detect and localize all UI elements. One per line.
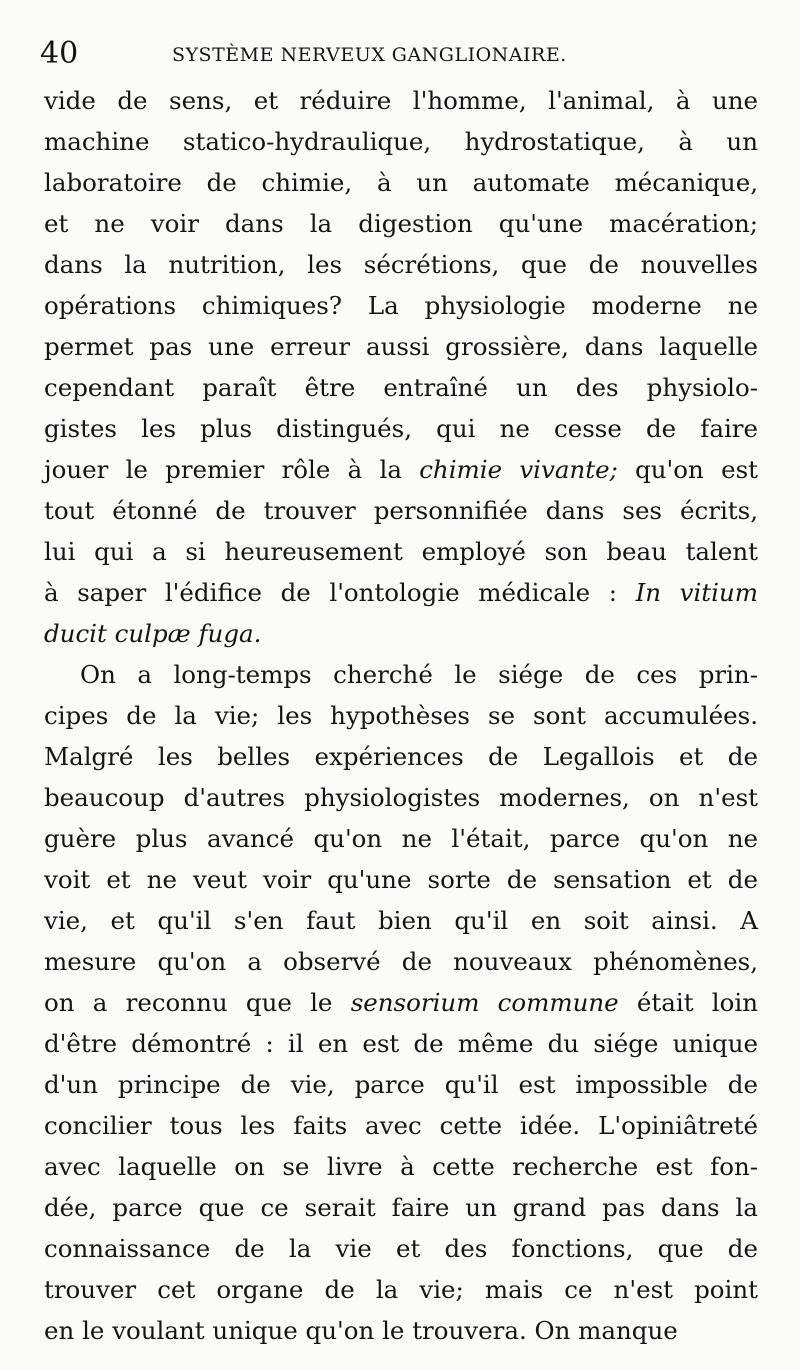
text-segment: lui qui a si heureusement employé son beau talent: [44, 537, 758, 566]
italic-text: ducit culpæ fuga.: [44, 619, 262, 648]
text-line: [44, 408, 758, 449]
text-line: [44, 818, 758, 859]
italic-text: In vitium: [635, 578, 758, 607]
italic-text: chimie vivante;: [419, 455, 618, 484]
text-segment: dée, parce que ce serait faire un grand pas dans la: [44, 1193, 758, 1222]
text-line: [44, 367, 758, 408]
text-line: [44, 654, 758, 695]
text-line: [44, 900, 758, 941]
text-line: [44, 1023, 758, 1064]
text-line: [44, 1187, 758, 1228]
body-text: [44, 80, 758, 1351]
text-line: [44, 285, 758, 326]
text-line: [44, 736, 758, 777]
text-segment: à saper l'édifice de l'ontologie médicale :: [44, 578, 636, 607]
text-segment: Malgré les belles expériences de Legallois et de: [44, 742, 758, 771]
text-line: [44, 572, 758, 613]
text-segment: était loin: [618, 988, 758, 1017]
italic-text: sensorium commune: [350, 988, 619, 1017]
text-line: [44, 203, 758, 244]
text-line: [44, 1146, 758, 1187]
text-line: [44, 941, 758, 982]
text-segment: et ne voir dans la digestion qu'une macération;: [44, 209, 758, 238]
text-line: [44, 613, 758, 654]
text-segment: dans la nutrition, les sécrétions, que de nouvelles: [44, 250, 758, 279]
paragraph: [44, 80, 758, 654]
text-segment: tout étonné de trouver personnifiée dans ses écrits,: [44, 496, 758, 525]
text-segment: mesure qu'on a observé de nouveaux phénomènes,: [44, 947, 758, 976]
text-segment: On a long-temps cherché le siége de ces prin-: [80, 660, 758, 689]
text-segment: d'un principe de vie, parce qu'il est impossible de: [44, 1070, 758, 1099]
text-line: [44, 982, 758, 1023]
text-line: [44, 531, 758, 572]
text-line: [44, 695, 758, 736]
text-segment: machine statico-hydraulique, hydrostatique, à un: [44, 127, 758, 156]
text-segment: d'être démontré : il en est de même du siége unique: [44, 1029, 758, 1058]
text-line: [44, 1310, 758, 1351]
text-segment: cependant paraît être entraîné un des physiolo-: [44, 373, 758, 402]
text-line: [44, 80, 758, 121]
text-line: [44, 449, 758, 490]
text-segment: jouer le premier rôle à la: [44, 455, 420, 484]
text-line: [44, 777, 758, 818]
text-segment: concilier tous les faits avec cette idée. L'opiniâtreté: [44, 1111, 758, 1140]
text-segment: beaucoup d'autres physiologistes modernes, on n'est: [44, 783, 758, 812]
text-segment: vie, et qu'il s'en faut bien qu'il en soit ainsi. A: [44, 906, 758, 935]
text-segment: avec laquelle on se livre à cette recherche est fon-: [44, 1152, 758, 1181]
running-title: SYSTÈME NERVEUX GANGLIONAIRE.: [172, 44, 567, 66]
text-line: [44, 490, 758, 531]
text-segment: permet pas une erreur aussi grossière, dans laquelle: [44, 332, 758, 361]
text-segment: connaissance de la vie et des fonctions, que de: [44, 1234, 758, 1263]
text-line: [44, 162, 758, 203]
text-segment: qu'on est: [617, 455, 758, 484]
text-line: [44, 859, 758, 900]
text-segment: opérations chimiques? La physiologie moderne ne: [44, 291, 758, 320]
text-segment: cipes de la vie; les hypothèses se sont accumulées.: [44, 701, 758, 730]
running-head: [40, 34, 760, 74]
text-line: [44, 244, 758, 285]
text-segment: trouver cet organe de la vie; mais ce n'est point: [44, 1275, 758, 1304]
paragraph: [44, 654, 758, 1351]
text-segment: en le voulant unique qu'on le trouvera. On manque: [44, 1316, 678, 1345]
text-line: [44, 1105, 758, 1146]
text-line: [44, 1064, 758, 1105]
text-segment: guère plus avancé qu'on ne l'était, parce qu'on ne: [44, 824, 758, 853]
text-line: [44, 326, 758, 367]
text-line: [44, 121, 758, 162]
page-number: 40: [40, 36, 79, 71]
text-line: [44, 1269, 758, 1310]
text-segment: laboratoire de chimie, à un automate mécanique,: [44, 168, 758, 197]
text-segment: vide de sens, et réduire l'homme, l'animal, à une: [44, 86, 758, 115]
text-segment: voit et ne veut voir qu'une sorte de sensation et de: [44, 865, 758, 894]
text-line: [44, 1228, 758, 1269]
text-segment: on a reconnu que le: [44, 988, 351, 1017]
text-segment: gistes les plus distingués, qui ne cesse de faire: [44, 414, 758, 443]
